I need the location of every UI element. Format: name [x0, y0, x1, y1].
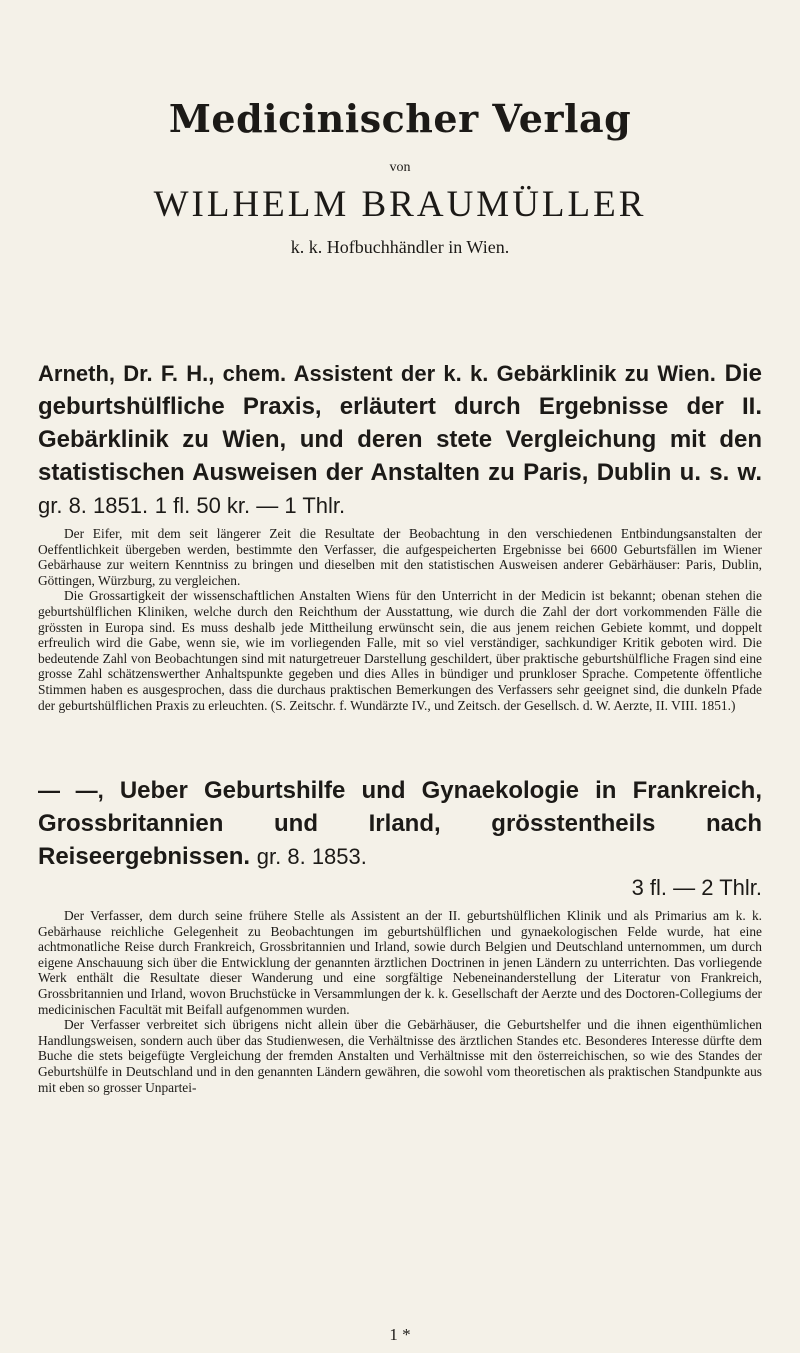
entry-heading [38, 774, 762, 904]
entry-author: Arneth, Dr. F. H., chem. Assistent der k. k. Gebärklinik zu Wien. [38, 361, 716, 386]
publisher-subtitle: k. k. Hofbuchhändler in Wien. [290, 237, 510, 257]
entry-description [38, 908, 762, 1095]
entry-price: 3 fl. — 2 Thlr. [631, 875, 762, 900]
description-paragraph: Der Verfasser, dem durch seine frühere Stelle als Assistent an der II. geburtshülflichen Klinik und als Primarius am k. k. Gebärhause reichliche Gelegenheit zu Beobachtungen im geburtshülflichen und gynaekologischen Felde wurde, hat eine achtmonatliche Reise durch Frankreich, Grossbritannien und Irland, sowie durch Belgien und Deutschland unternommen, um durch eigene Anschauung sich über die Entwicklung der genannten ärztlichen Doctrinen in jenen Ländern zu unterrichten. Das vorliegende Werk enthält die Resultate dieser Wanderung und eine sorgfältige Nebeneinanderstellung der Literatur von Frankreich, Grossbritannien und Irland, wovon Bruchstücke in Versammlungen der k. k. Gesellschaft der Aerzte und des Doctoren-Collegiums der medicinischen Facultät mit Beifall aufgenommen wurden. [38, 908, 762, 1017]
signature-mark: 1 * [389, 1325, 411, 1344]
masthead-von: von [389, 160, 411, 175]
entry-format: gr. 8. 1851. [38, 493, 149, 518]
entry-title: Die geburtshülfliche Praxis, erläutert durch Ergebnisse der II. Gebärklinik zu Wien, und deren stete Vergleichung mit den statistischen Ausweisen der Anstalten zu Paris, Dublin u. s. w. [38, 360, 762, 486]
publisher-name: WILHELM BRAUMÜLLER [153, 184, 647, 225]
entry-format: gr. 8. 1853. [256, 844, 367, 869]
description-paragraph: Die Grossartigkeit der wissenschaftlichen Anstalten Wiens für den Unterricht in der Medicin ist bekannt; obenan stehen die geburtshülflichen Kliniken, welche durch den Reichthum der Ausstattung, wie durch die Zahl der dort vorkommenden Fälle die grössten in Europa sind. Es muss deshalb jede Mittheilung erwünscht sein, die aus jenem reichen Gebiete kommt, und doppelt erfreulich wird die Gabe, wenn sie, wie im vorliegenden Falle, mit so viel verständiger, sachkundiger Kritik geboten wird. Die bedeutende Zahl von Beobachtungen sind mit naturgetreuer Darstellung geschildert, über praktische geburtshülfliche Fragen sind eine grosse Zahl schätzenswerther Anhaltspunkte gegeben und dies Alles in bündiger und prunkloser Sprache. Competente öffentliche Stimmen haben es ausgesprochen, dass die durchaus praktischen Bemerkungen des Verfassers sehr geeignet sind, die dunkeln Pfade der geburtshülflichen Praxis zu erleuchten. (S. Zeitschr. f. Wundärzte IV., und Zeitsch. der Gesellsch. d. W. Aerzte, II. VIII. 1851.) [38, 588, 762, 713]
masthead-title: Medicinischer Verlag [168, 96, 632, 141]
catalog-entry-1 [38, 357, 762, 713]
description-paragraph: Der Verfasser verbreitet sich übrigens nicht allein über die Gebärhäuser, die Geburtshelfer und die ihnen eigenthümlichen Handlungsweisen, sondern auch über das Studienwesen, die Verhältnisse des ärztlichen Standes etc. Besonderes Interesse dürfte dem Buche die stets beigefügte Vergleichung der fremden Anstalten und Verhältnisse mit den österreichischen, so wie des Standes der Geburtshülfe in Deutschland und in den genannten Ländern gewähren, die sowohl vom theoretischen als praktischen Standpunkte aus mit eben so grosser Unpartei- [38, 1017, 762, 1095]
entry-title: Ueber Geburtshilfe und Gynaekologie in Frankreich, Grossbritannien und Irland, grösstentheils nach Reiseergebnissen. [38, 777, 762, 870]
catalog-entry-2 [38, 774, 762, 1095]
entry-author: — —, [38, 778, 104, 803]
entry-description [38, 526, 762, 713]
description-paragraph: Der Eifer, mit dem seit längerer Zeit die Resultate der Beobachtung in den verschiedenen Entbindungsanstalten der Oeffentlichkeit übergeben werden, bestimmte den Verfasser, die aufgespeicherten Ergebnisse bei 6600 Geburtsfällen im Wiener Gebärhause zur weitern Kenntniss zu bringen und dieselben mit den statistischen Ausweisen anderer Gebärhäuser: Paris, Dublin, Göttingen, Würzburg, zu vergleichen. [38, 526, 762, 588]
entry-price: 1 fl. 50 kr. — 1 Thlr. [154, 493, 346, 518]
entry-heading [38, 357, 762, 522]
